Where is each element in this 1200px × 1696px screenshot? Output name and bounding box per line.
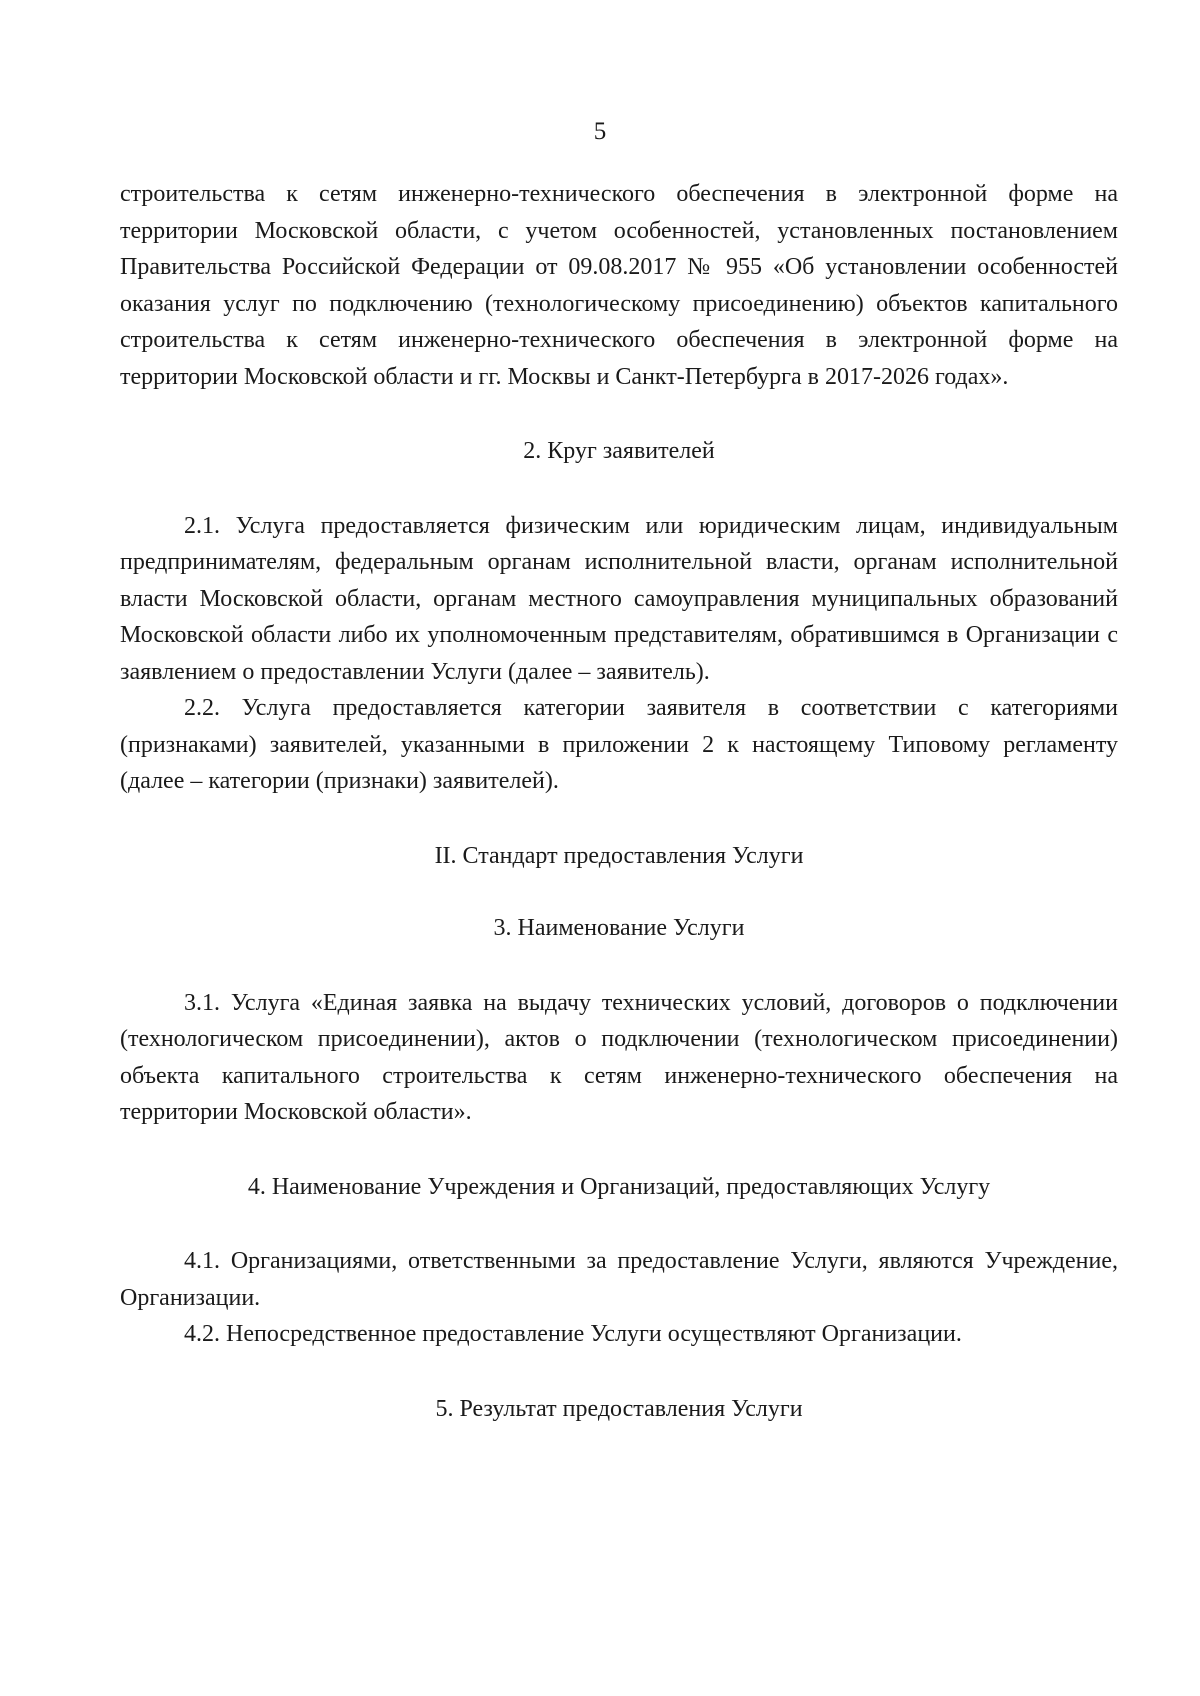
intro-paragraph: строительства к сетям инженерно-технического обеспечения в электронной форме на территории Московской области, с учетом особенностей, установленных постановлением Правительства Российской Федерации от 09.08.2017 № 955 «Об установлении особенностей оказания услуг по подключению (технологическому присоединению) объектов капитального строительства к сетям инженерно-технического обеспечения в электронной форме на территории Московской области и гг. Москвы и Санкт-Петербурга в 2017-2026 годах». xyxy=(120,181,1118,390)
document-body xyxy=(120,176,1118,1427)
paragraph-4-1: 4.1. Организациями, ответственными за предоставление Услуги, являются Учреждение, Организации. xyxy=(120,1248,1118,1311)
page-number: 5 xyxy=(593,118,607,145)
section-4-heading: 4. Наименование Учреждения и Организаций, предоставляющих Услугу xyxy=(247,1173,991,1200)
paragraph-4-2: 4.2. Непосредственное предоставление Услуги осуществляют Организации. xyxy=(184,1321,962,1347)
paragraph-2-1: 2.1. Услуга предоставляется физическим или юридическим лицам, индивидуальным предпринимателям, федеральным органам исполнительной власти, органам исполнительной власти Московской области, органам местного самоуправления муниципальных образований Московской области либо их уполномоченным представителям, обратившимся в Организации с заявлением о предоставлении Услуги (далее – заявитель). xyxy=(120,512,1118,685)
section-3-heading: 3. Наименование Услуги xyxy=(493,915,745,941)
section-5-heading: 5. Результат предоставления Услуги xyxy=(435,1395,803,1422)
section-2-heading: 2. Круг заявителей xyxy=(523,438,715,464)
part-2-heading: II. Стандарт предоставления Услуги xyxy=(434,842,804,869)
paragraph-3-1: 3.1. Услуга «Единая заявка на выдачу технических условий, договоров о подключении (технологическом присоединении), актов о подключении (технологическом присоединении) объекта капитального строительства к сетям инженерно-технического обеспечения на территории Московской области». xyxy=(120,989,1118,1125)
paragraph-2-2: 2.2. Услуга предоставляется категории заявителя в соответствии с категориями (признаками) заявителей, указанными в приложении 2 к настоящему Типовому регламенту (далее – категории (признаки) заявителей). xyxy=(120,695,1118,794)
